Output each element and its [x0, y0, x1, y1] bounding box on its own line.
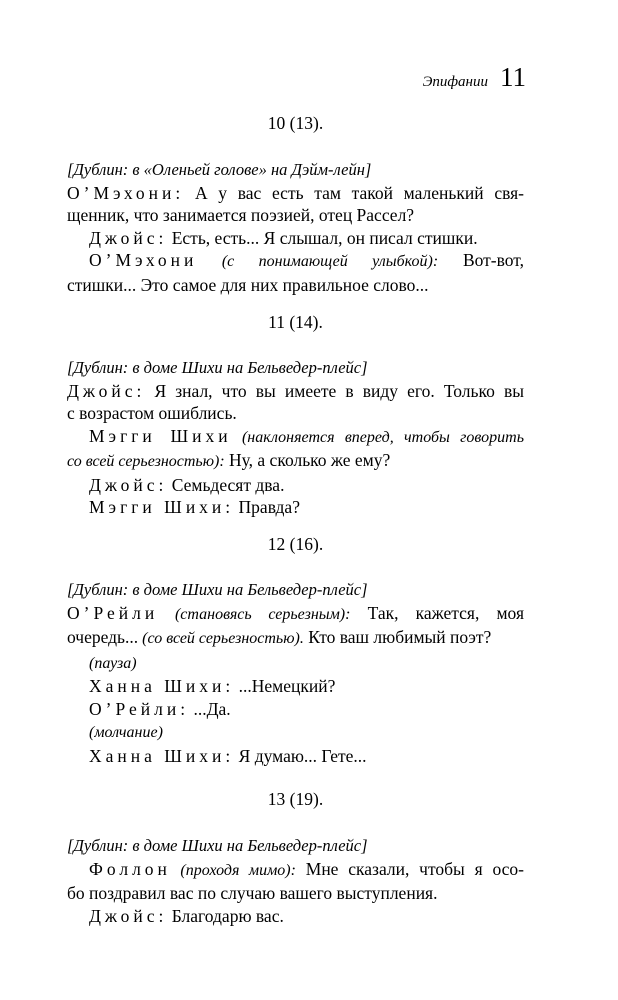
dialogue-line: Джойс: Семьдесят два. — [89, 474, 285, 495]
speaker-name: О’Рейли: — [89, 698, 190, 719]
dialogue-line: Джойс: Есть, есть... Я слышал, он писал стишки. — [89, 227, 478, 248]
stage-direction: (наклоняется вперед, чтобы говорить — [231, 428, 524, 446]
scene-setting: [Дублин: в доме Шихи на Бельведер-плейс] — [67, 836, 368, 855]
dialogue-line: Мэгги Шихи: Правда? — [89, 497, 300, 517]
stage-direction: (проходя мимо): — [170, 861, 296, 879]
dialogue-line: О’Мэхони (с понимающей улыбкой): Вот-вот, — [89, 250, 524, 270]
dialogue-line: О’Мэхони: А у вас есть там такой маленький свя- — [67, 182, 524, 203]
speaker-name: О’Мэхони: — [67, 182, 185, 203]
stage-direction-pause: (пауза) — [89, 654, 137, 672]
dialogue-line: Ханна Шихи: ...Немецкий? — [89, 676, 336, 696]
speaker-name: Мэгги Шихи: — [89, 497, 235, 517]
dialogue-line-continued: бо поздравил вас по случаю вашего выступления. — [67, 883, 438, 903]
page-number: 11 — [500, 62, 526, 92]
stage-direction: (становясь серьезным): — [158, 605, 351, 623]
running-header — [423, 62, 526, 93]
dialogue-line: О’Рейли (становясь серьезным): Так, кажется, моя — [67, 602, 524, 623]
epiphany-11 — [67, 311, 524, 519]
speaker-name: Джойс: — [89, 474, 168, 495]
stage-direction: со всей серьезностью): — [67, 453, 225, 470]
speaker-name: Джойс: — [89, 905, 168, 926]
epiphany-12 — [67, 533, 524, 767]
epiphany-title: 10 (13). — [267, 113, 324, 133]
stage-direction-silence: (молчание) — [89, 724, 163, 741]
dialogue-line: Джойс: Я знал, что вы имеете в виду его. Только вы — [67, 380, 524, 401]
scene-setting: [Дублин: в «Оленьей голове» на Дэйм-лейн] — [67, 160, 372, 179]
speaker-name: Ханна Шихи: — [89, 676, 235, 696]
scene-setting: [Дублин: в доме Шихи на Бельведер-плейс] — [67, 358, 368, 377]
speaker-name: О’Мэхони — [89, 250, 198, 270]
dialogue-line-continued: со всей серьезностью): Ну, а сколько же ему? — [67, 450, 391, 470]
speaker-name: Мэгги Шихи — [89, 425, 232, 446]
stage-direction: (с понимающей улыбкой): — [197, 253, 439, 270]
dialogue-line: О’Рейли: ...Да. — [89, 698, 231, 719]
dialogue-line-continued: стишки... Это самое для них правильное слово... — [67, 274, 429, 295]
dialogue-line: Фоллон (проходя мимо): Мне сказали, чтобы я осо- — [89, 858, 525, 879]
epiphany-13 — [67, 788, 524, 927]
scene-setting: [Дублин: в доме Шихи на Бельведер-плейс] — [67, 580, 368, 599]
dialogue-line-continued: с возрастом ошиблись. — [67, 403, 237, 423]
speaker-name: О’Рейли — [67, 602, 159, 623]
speaker-name: Ханна Шихи: — [89, 745, 235, 766]
speaker-name: Джойс: — [67, 380, 146, 401]
speaker-name: Джойс: — [89, 227, 168, 248]
dialogue-line — [67, 425, 524, 450]
epiphany-title: 11 (14). — [268, 312, 323, 332]
speaker-name: Фоллон — [89, 858, 171, 879]
running-title: Эпифании — [422, 74, 488, 90]
epiphany-title: 13 (19). — [267, 789, 324, 809]
epiphany-title: 12 (16). — [267, 534, 324, 554]
epiphany-10 — [67, 112, 524, 296]
dialogue-line-continued: очередь... (со всей серьезностью). Кто ваш любимый поэт? — [67, 627, 492, 647]
dialogue-line: Ханна Шихи: Я думаю... Гете... — [89, 745, 367, 766]
dialogue-line: Джойс: Благодарю вас. — [89, 905, 284, 926]
dialogue-line-continued: щенник, что занимается поэзией, отец Рассел? — [67, 205, 415, 225]
stage-direction: (со всей серьезностью). — [138, 630, 304, 647]
